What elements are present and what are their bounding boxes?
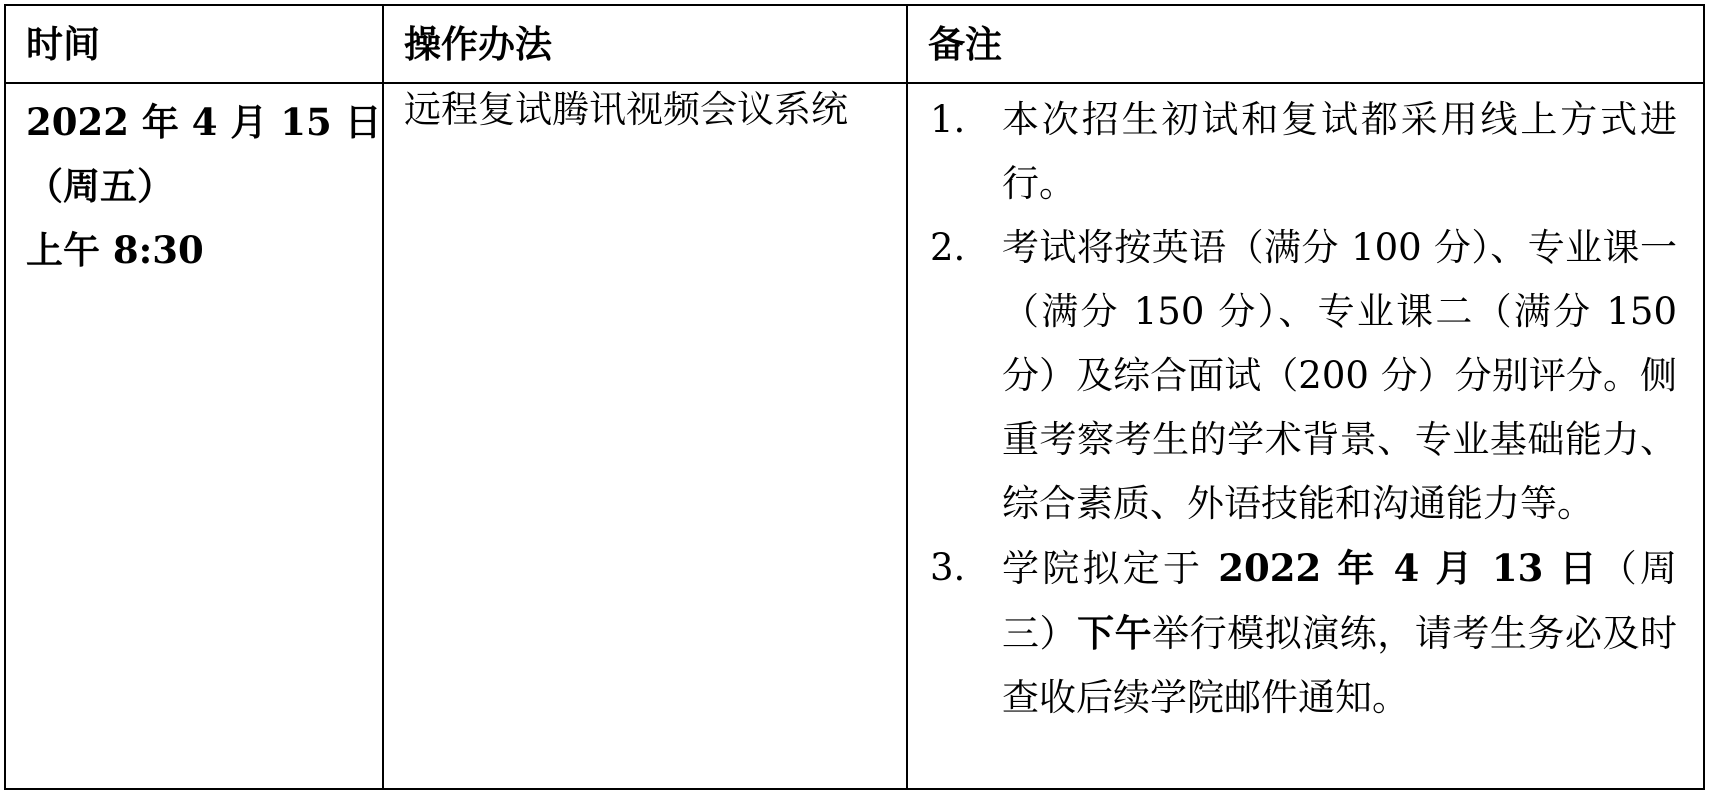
note-text [1002,536,1677,730]
header-cell-method [383,5,907,83]
note-number: 1. [930,98,966,141]
note-text: 考试将按英语（满分 100 分）、专业课一（满分 150 分）、专业课二（满分 150 分）及综合面试（200 分）分别评分。侧重考察考生的学术背景、专业基础能力、综合素质、外语技能和沟通能力等。 [1002,226,1677,525]
header-method: 操作办法 [404,22,552,66]
time-cell [5,83,383,789]
note-text-part: 举行模拟演练，请考生务必及时查收后续学院邮件通知。 [1002,612,1678,719]
header-cell-notes [907,5,1704,83]
note-item-2 [930,216,1677,536]
time-date: 2022 年 4 月 15 日 [26,100,382,144]
note-number: 2. [930,226,966,269]
method-cell [383,83,907,789]
time-clock: 上午 8:30 [26,228,204,272]
note-afternoon-bold: 下午 [1077,611,1153,655]
header-notes: 备注 [928,22,1002,66]
notes-list [908,84,1703,730]
header-cell-time [5,5,383,83]
header-time: 时间 [26,22,100,66]
table-row [5,83,1704,789]
schedule-table [4,4,1705,790]
note-text: 本次招生初试和复试都采用线上方式进行。 [1002,98,1677,205]
method-text: 远程复试腾讯视频会议系统 [404,88,848,131]
notes-cell [907,83,1704,789]
note-date-bold: 2022 年 4 月 13 日 [1218,546,1600,590]
note-text-part: 学院拟定于 [1002,547,1219,590]
time-weekday: （周五） [26,164,174,208]
note-number: 3. [930,546,966,589]
time-block [6,90,382,282]
note-item-3 [930,536,1677,730]
note-weekday: （周三） [1002,547,1678,655]
header-row [5,5,1704,83]
note-item-1 [930,88,1677,216]
